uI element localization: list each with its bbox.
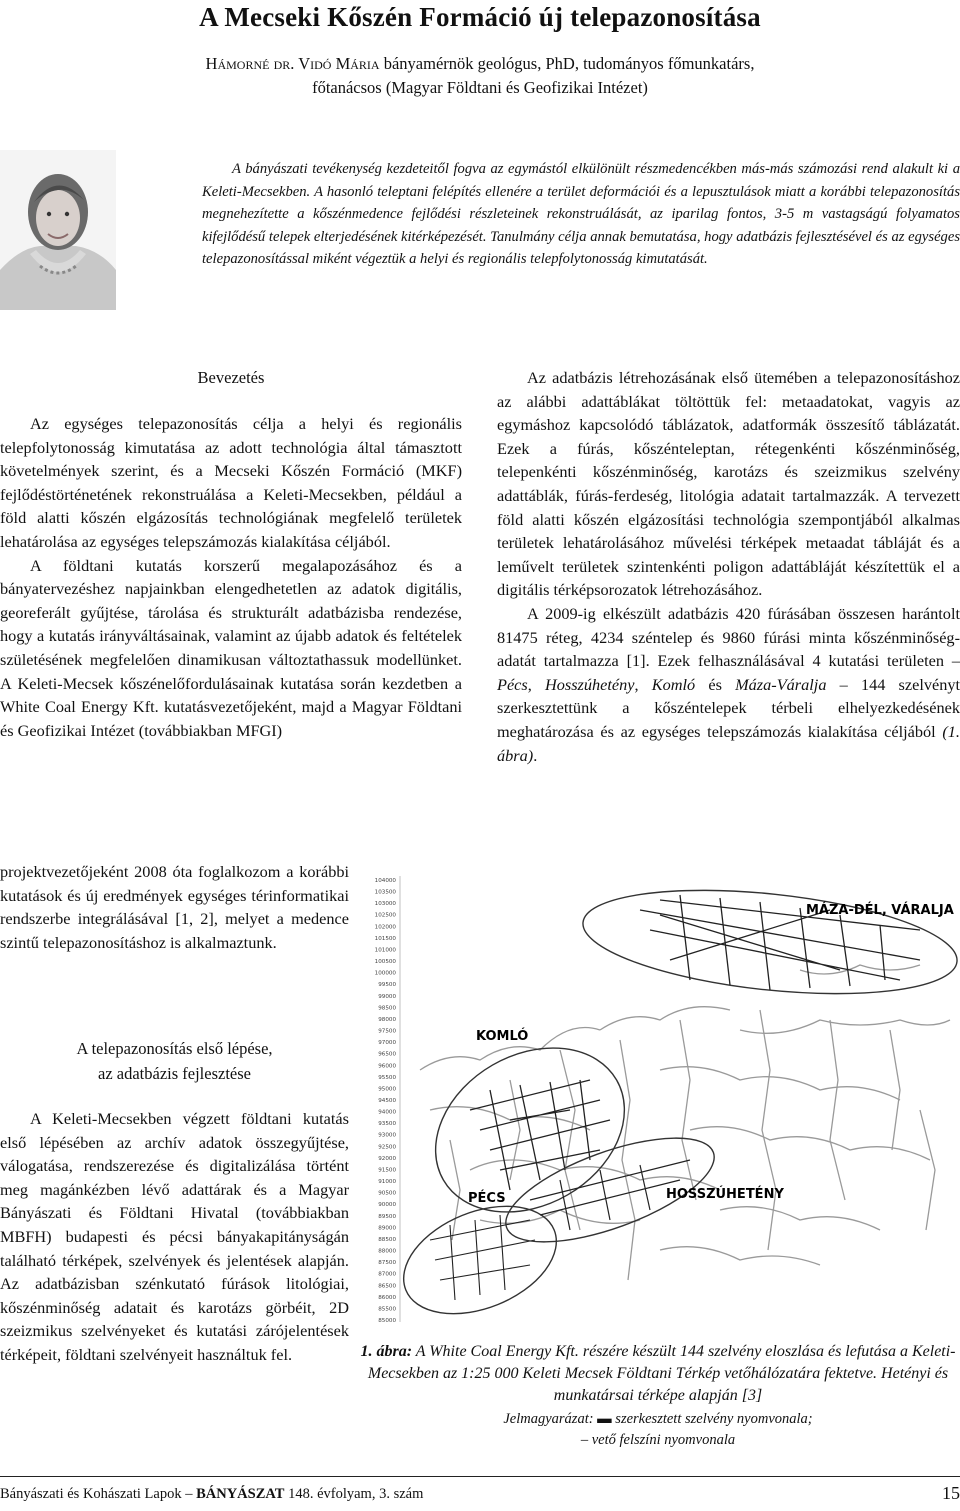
map-y-tick-label: 104000 bbox=[374, 878, 396, 884]
heading-introduction: Bevezetés bbox=[197, 368, 265, 387]
map-y-tick-label: 88000 bbox=[378, 1248, 396, 1255]
footer-divider bbox=[0, 1476, 960, 1477]
right-column bbox=[497, 366, 960, 767]
heading-first-step bbox=[0, 1036, 349, 1086]
heading-first-step-line-2: az adatbázis fejlesztése bbox=[98, 1064, 251, 1083]
profiles-pecs bbox=[430, 1215, 535, 1300]
area-hosszuheteny: Hosszúhetény bbox=[544, 674, 635, 694]
step-paragraph-1: A Keleti-Mecsekben végzett földtani kutatás első lépésében az archív adatok összegyűjtése, válogatása, rendszerezése és digitalizálása történt meg magánkézben lévő adattárak és a Magyar Bányászati és Földtani Hivatal (továbbiakban MBFH) budapesti és pécsi bányakapitányságán található térképek, szelvények és jelentések alapján. Az adatbázisban szénkutató fúrások litológiai, kőszénminőség adatait és karotázs görbéit, 2D szeizmikus szelvényeket és kutatási zárójelentések térképeit, földtani szelvényeit használtuk fel. bbox=[0, 1109, 349, 1364]
map-y-tick-label: 102500 bbox=[374, 912, 396, 919]
left-column-top bbox=[0, 412, 462, 742]
map-y-tick-label: 97500 bbox=[378, 1028, 396, 1035]
article-title: A Mecseki Kőszén Formáció új telepazonosítása bbox=[199, 2, 761, 32]
legend-line-1: Jelmagyarázat: ▬ szerkesztett szelvény nyomvonala; bbox=[503, 1411, 813, 1427]
right-p2-end: . bbox=[533, 745, 538, 765]
footer-journal-a: Bányászati és Kohászati Lapok – bbox=[0, 1486, 197, 1502]
author-name: Hámorné dr. Vidó Mária bbox=[205, 54, 380, 73]
label-komlo: KOMLÓ bbox=[476, 1029, 529, 1044]
map-y-tick-label: 97000 bbox=[378, 1040, 396, 1047]
map-y-tick-label: 90000 bbox=[378, 1202, 396, 1209]
map-y-tick-label: 86000 bbox=[378, 1294, 396, 1301]
author-line bbox=[0, 52, 960, 100]
author-affiliation: főtanácsos (Magyar Földtani és Geofizikai Intézet) bbox=[312, 78, 648, 97]
heading-first-step-line-1: A telepazonosítás első lépése, bbox=[76, 1039, 273, 1058]
area-pecs: Pécs bbox=[497, 674, 528, 694]
map-y-tick-label: 103000 bbox=[374, 901, 396, 908]
map-y-tick-label: 95500 bbox=[378, 1074, 396, 1081]
map-y-tick-label: 85500 bbox=[378, 1306, 396, 1313]
label-hosszuheteny: HOSSZÚHETÉNY bbox=[666, 1187, 784, 1202]
map-y-tick-label: 85000 bbox=[378, 1318, 396, 1324]
page-number: 15 bbox=[942, 1483, 960, 1503]
map-y-tick-label: 94000 bbox=[378, 1109, 396, 1116]
map-y-tick-label: 89500 bbox=[378, 1213, 396, 1220]
map-y-tick-label: 98000 bbox=[378, 1016, 396, 1023]
figure-1-caption-label: 1. ábra: bbox=[360, 1343, 413, 1360]
abstract-text: A bányászati tevékenység kezdeteitől fogva az egymástól elkülönült részmedencékben más-más számozási rend alakult ki a Keleti-Mecsekben. A hasonló teleptani felépítés ellenére a terület deformációi és a lepusztulások miatt a korábbi telepazonosítás megnehezítette a kőszénmedence fejlődési részleteinek rekonstruálását, az iparilag fontos, 3-5 m vastagságú folyamatos kifejlődésű telepek elterjedésének kitérképezését. Tanulmány célja annak bemutatása, hogy adatbázis fejlesztésével és az egységes telepazonosítással miként végeztük a helyi és regionális telepfolytonosság kimutatását. bbox=[202, 161, 960, 268]
label-maza: MÁZA-DÉL, VÁRALJA bbox=[806, 903, 954, 918]
map-y-tick-label: 96000 bbox=[378, 1063, 396, 1070]
map-y-tick-label: 101000 bbox=[374, 947, 396, 954]
map-y-tick-label: 93500 bbox=[378, 1121, 396, 1128]
left-column-bottom bbox=[0, 1107, 349, 1367]
right-p2-text-a: A 2009-ig elkészült adatbázis 420 fúrásában összesen harántolt 81475 réteg, 4234 széntelep és 9860 fúrási minta kőszénminőség-adatát tartalmazza [1]. Ezek felhasználásával 4 kutatási területen – bbox=[497, 603, 960, 671]
area-maza-varalja: Máza-Váralja bbox=[735, 674, 827, 694]
map-y-tick-label: 95000 bbox=[378, 1086, 396, 1093]
map-y-tick-label: 94500 bbox=[378, 1098, 396, 1104]
map-y-tick-label: 101500 bbox=[374, 935, 396, 942]
profiles-komlo bbox=[470, 1080, 610, 1190]
right-p2-text-b: – 144 szelvényt szerkesztettünk a kőszéntelepek térbeli elhelyezkedésének meghatározása és az egységes telepszámozás kialakítása céljából bbox=[497, 674, 960, 741]
intro-paragraph-1: Az egységes telepazonosítás célja a helyi és regionális telepfolytonosság kimutatása az adott technológia által támasztott követelmények szerint, és a Mecseki Kőszén Formáció (MKF) fejlődéstörténetének rekonstruálása a Keleti-Mecsekben, például a föld alatti kőszén elgázosítás technológiának megfelelő területek lehatárolása az egységes telepszámozás kialakítása céljából. bbox=[0, 414, 462, 551]
right-p2-sep-1: , bbox=[527, 674, 545, 694]
right-p2-conj: és bbox=[695, 674, 736, 694]
map-y-tick-label: 100500 bbox=[374, 959, 396, 966]
map-y-tick-label: 99500 bbox=[378, 982, 396, 989]
figure-1-caption bbox=[356, 1341, 960, 1407]
figure-1-caption-text: A White Coal Energy Kft. részére készült 144 szelvény eloszlása és lefutása a Keleti-Mecsekben az 1:25 000 Keleti Mecsek Földtani Térkép vetőhálózatára fektetve. Hetényi és munkatársai térképe alapján [3] bbox=[367, 1343, 956, 1404]
author-portrait bbox=[0, 150, 116, 310]
fault-network bbox=[420, 965, 950, 1280]
figure-1-map bbox=[360, 870, 960, 1330]
footer-journal-name: BÁNYÁSZAT bbox=[196, 1486, 285, 1502]
map-y-tick-label: 87000 bbox=[378, 1271, 396, 1278]
map-y-tick-label: 93000 bbox=[378, 1132, 396, 1139]
map-y-tick-label: 91000 bbox=[378, 1179, 396, 1186]
author-role: bányamérnök geológus, PhD, tudományos főmunkatárs, bbox=[379, 54, 755, 73]
map-y-tick-label: 86500 bbox=[378, 1283, 396, 1290]
map-y-tick-label: 88500 bbox=[378, 1236, 396, 1243]
right-paragraph-1: Az adatbázis létrehozásának első ütemében a telepazonosításhoz az alábbi adattáblákat töltöttük fel: metaadatokat, vagyis az egymáshoz kapcsolódó táblázatok, adatformák összesítő táblázatát. Ezek a fúrás, kőszénteleptan, rétegenkénti kőszénminőség, telepenkénti kőszénminőség, karotázs és szeizmikus szelvény adattáblák, fúrás-ferdeség, litológia adatait tartalmazzák. A tervezett föld alatti kőszén elgázosítási technológia szempontjából alkalmas területek lehatárolásához művelési térképek metaadat tábláját és a leművelt területek szintenkénti poligon adattábláját készítettük el a digitális térképsorozatok létrehozásához. bbox=[497, 368, 960, 600]
right-paragraph-2 bbox=[497, 602, 960, 767]
figure-reference: (1. ábra) bbox=[497, 721, 960, 765]
right-p2-sep-2: , bbox=[634, 674, 652, 694]
footer-journal bbox=[0, 1486, 880, 1503]
map-y-tick-label: 96500 bbox=[378, 1051, 396, 1058]
figure-1-legend bbox=[356, 1409, 960, 1451]
map-y-tick-label: 103500 bbox=[374, 889, 396, 896]
map-y-tick-label: 102000 bbox=[374, 924, 396, 931]
footer-journal-issue: 148. évfolyam, 3. szám bbox=[284, 1486, 424, 1502]
map-y-tick-label: 92500 bbox=[378, 1144, 396, 1151]
map-y-tick-label: 98500 bbox=[378, 1005, 396, 1012]
legend-line-2: – vető felszíni nyomvonala bbox=[580, 1432, 736, 1448]
intro-paragraph-2-continued: projektvezetőjeként 2008 óta foglalkozom a korábbi kutatások és új eredmények egységes térinformatikai rendszerbe integrálásával [1, 2], melyet a medence szintű telepazonosításhoz is alkalmaztunk. bbox=[0, 862, 349, 952]
map-y-tick-label: 90500 bbox=[378, 1190, 396, 1197]
map-y-tick-label: 92000 bbox=[378, 1155, 396, 1162]
map-y-tick-label: 99000 bbox=[378, 993, 396, 1000]
label-pecs: PÉCS bbox=[468, 1191, 506, 1206]
map-y-tick-label: 91500 bbox=[378, 1167, 396, 1174]
intro-paragraph-2: A földtani kutatás korszerű megalapozásához és a bányatervezéshez napjainkban elengedhetetlen az adatok digitális, georeferált gyűjtése, tárolása és strukturált adatbázisba rendezése, hogy a kutatás irányváltásainak, valamint az újabb adatok és feltételek születésének megfelelően dinamikusan változtathassuk modellünket. A Keleti-Mecsek kőszénelőfordulásainak kutatása során kezdetben a White Coal Energy Kft. kutatásvezetőjeként, majd a Magyar Földtani és Geofizikai Intézet (továbbiakban MFGI) bbox=[0, 555, 462, 740]
area-komlo: Komló bbox=[651, 674, 696, 694]
map-y-tick-label: 87500 bbox=[378, 1260, 396, 1267]
map-y-tick-label: 100000 bbox=[374, 970, 396, 977]
map-y-tick-label: 89000 bbox=[378, 1225, 396, 1232]
map-y-axis-labels bbox=[375, 878, 397, 1324]
abstract bbox=[202, 158, 960, 271]
